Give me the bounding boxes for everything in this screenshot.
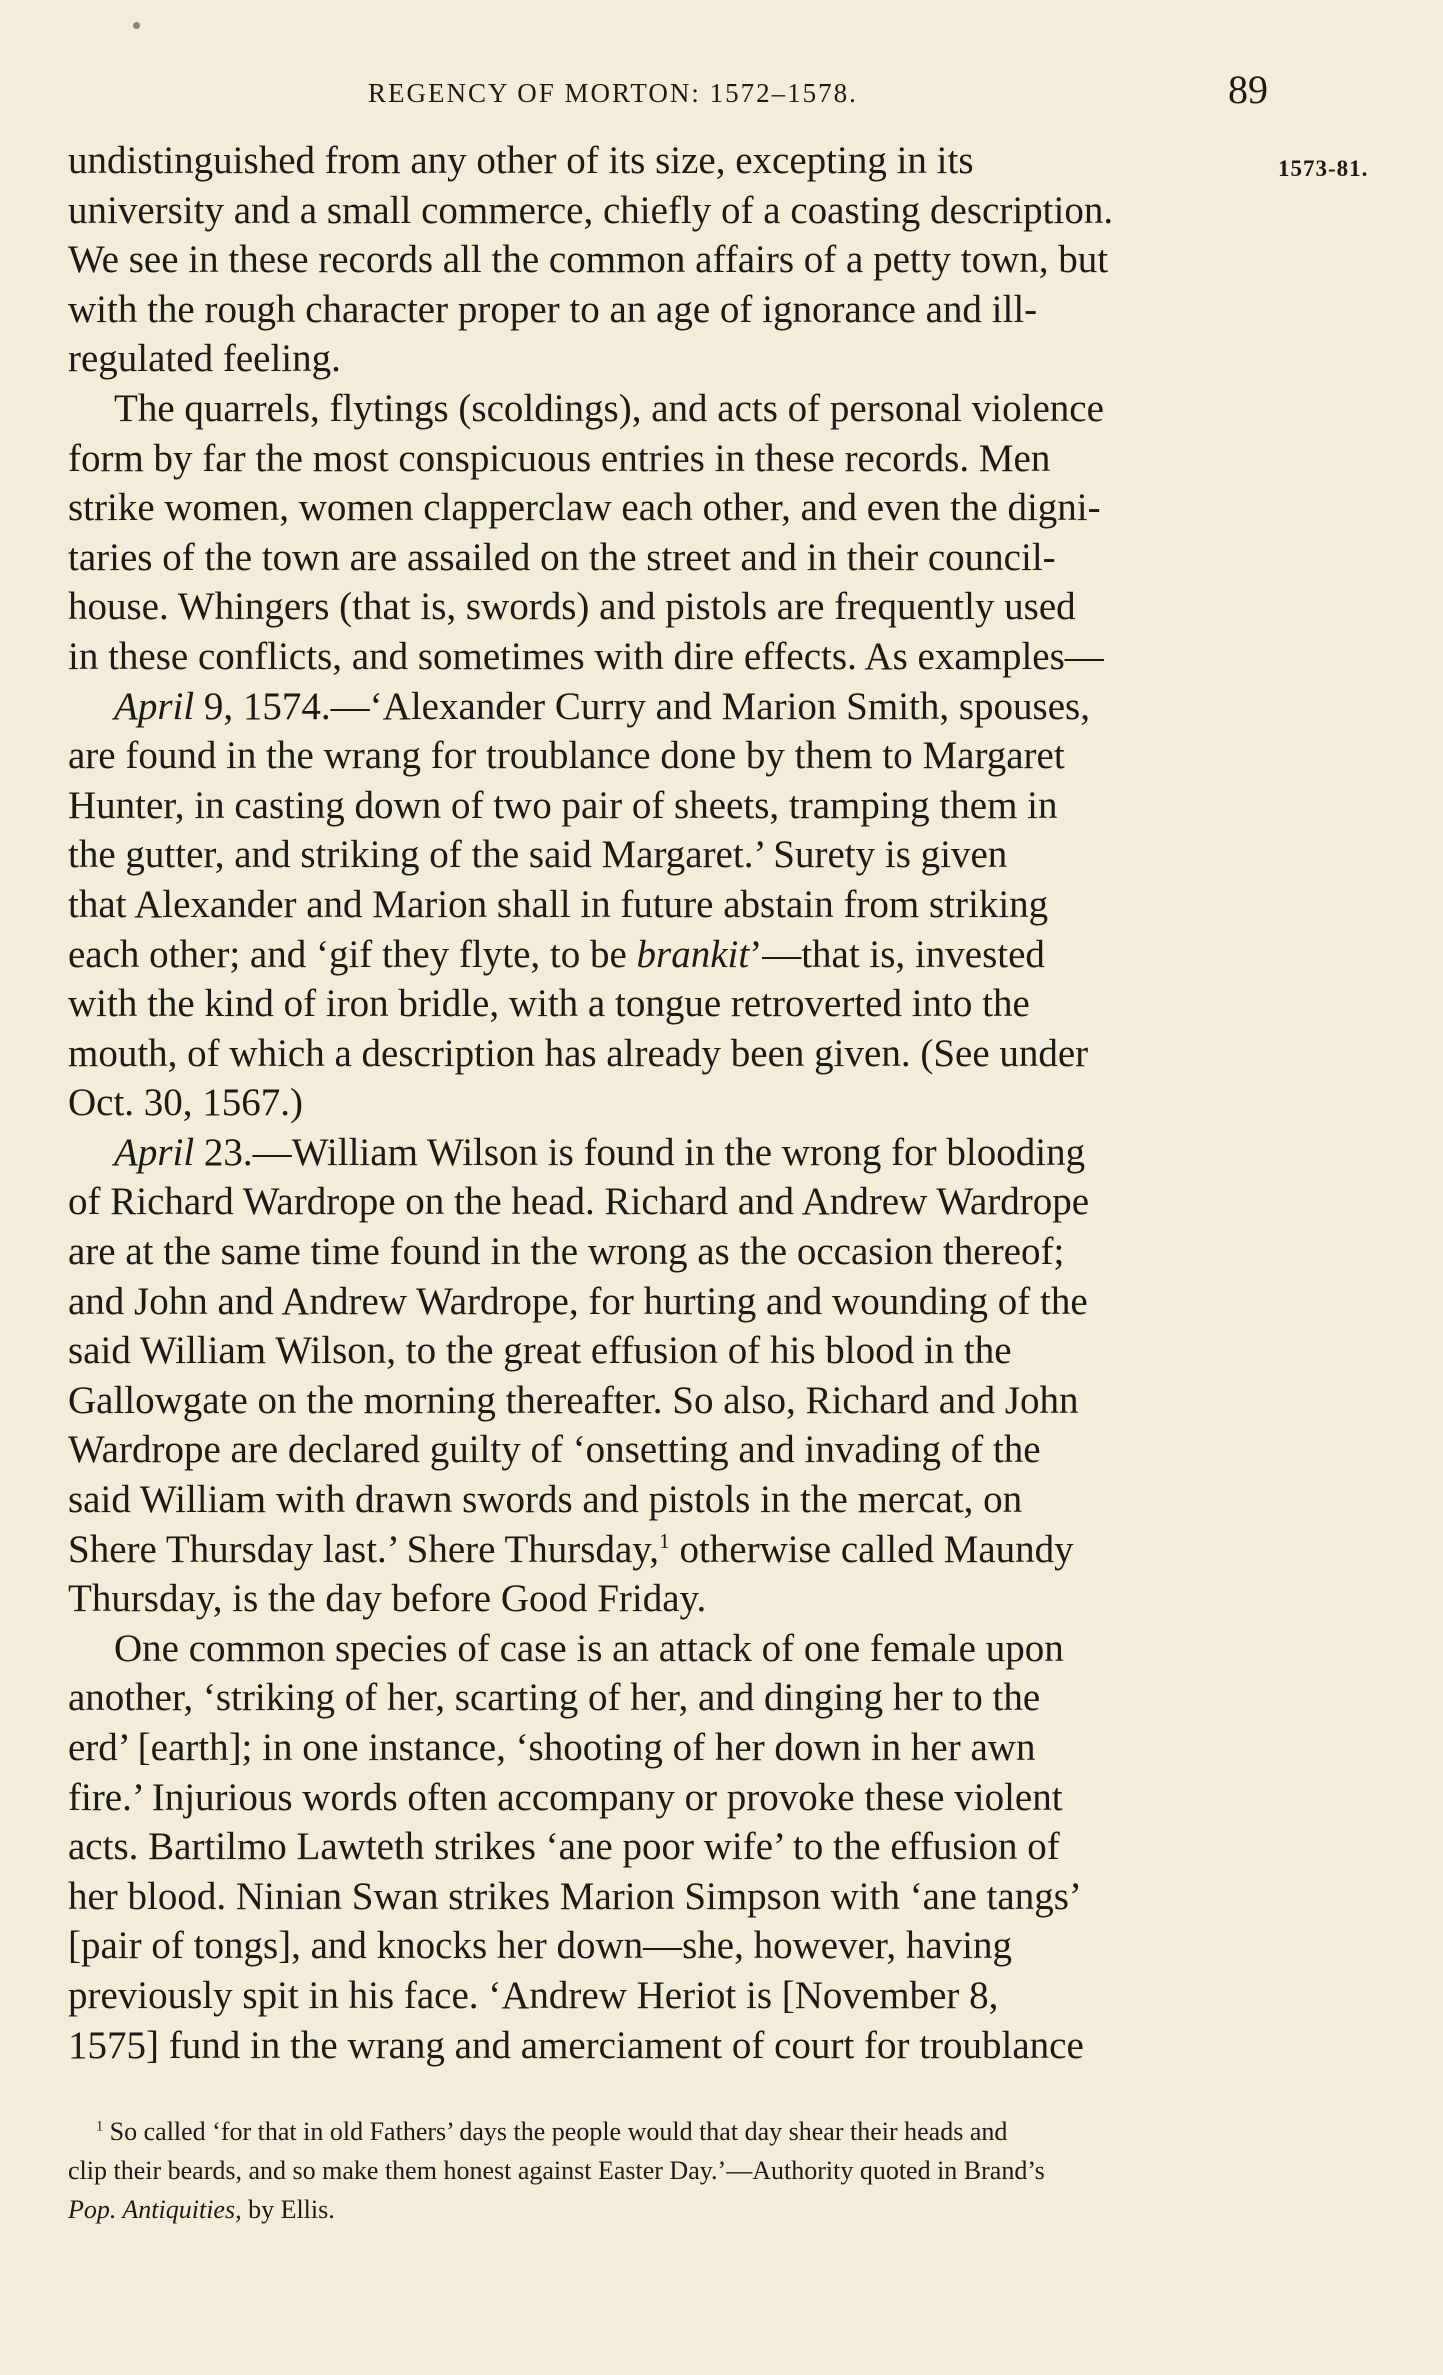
print-speck	[133, 22, 140, 29]
text-line: in these conflicts, and sometimes with dire effects. As examples—	[68, 634, 1104, 678]
text-line: taries of the town are assailed on the street and in their council-	[68, 535, 1056, 579]
footnote	[68, 2112, 1268, 2229]
text-line: her blood. Ninian Swan strikes Marion Simpson with ‘ane tangs’	[68, 1874, 1082, 1918]
text-line: previously spit in his face. ‘Andrew Heriot is [November 8,	[68, 1973, 999, 2017]
text-line: [pair of tongs], and knocks her down—she, however, having	[68, 1924, 1012, 1968]
italic-date: April	[114, 684, 195, 728]
text-line: undistinguished from any other of its size, excepting in its	[68, 139, 974, 182]
body-text	[68, 136, 1268, 2070]
text-line: We see in these records all the common affairs of a petty town, but	[68, 238, 1109, 282]
paragraph-start-line: The quarrels, flytings (scoldings), and acts of personal violence	[114, 386, 1104, 430]
text-line: erd’ [earth]; in one instance, ‘shooting of her down in her awn	[68, 1726, 1036, 1769]
text-line: said William with drawn swords and pistols in the mercat, on	[68, 1478, 1023, 1522]
footnote-line: $^1$ So called ‘for that in old Fathers’ days the people would that day shear their heads and	[96, 2117, 1008, 2146]
paragraph-start-line: One common species of case is an attack of one female upon	[114, 1626, 1064, 1670]
text-line: of Richard Wardrope on the head. Richard and Andrew Wardrope	[68, 1180, 1090, 1224]
footnote-line: clip their beards, and so make them honest against Easter Day.’—Authority quoted in Brand’s	[68, 2156, 1045, 2185]
running-head-title: REGENCY OF MORTON: 1572–1578.	[368, 78, 858, 108]
text-line: fire.’ Injurious words often accompany or provoke these violent	[68, 1775, 1063, 1819]
footnote-reference: 1	[659, 1528, 670, 1553]
text-line: that Alexander and Marion shall in future abstain from striking	[68, 882, 1049, 926]
text-line: with the rough character proper to an age of ignorance and ill-	[68, 287, 1038, 331]
text-line: Gallowgate on the morning thereafter. So also, Richard and John	[68, 1378, 1079, 1422]
italic-date: April	[114, 1130, 195, 1174]
text-line: Oct. 30, 1567.)	[68, 1081, 304, 1125]
footnote-marker: 1	[96, 2118, 104, 2135]
text-line: with the kind of iron bridle, with a tongue retroverted into the	[68, 982, 1030, 1026]
page-number: 89	[1228, 67, 1268, 112]
text-line: are at the same time found in the wrong as the occasion thereof;	[68, 1230, 1065, 1274]
text-line: house. Whingers (that is, swords) and pistols are frequently used	[68, 585, 1076, 629]
text-line: each other; and ‘gif they flyte, to be brankit’—that is, invested	[68, 932, 1045, 976]
text-line: Thursday, is the day before Good Friday.	[68, 1577, 707, 1621]
italic-title: Pop. Antiquities,	[68, 2195, 242, 2224]
text-line: university and a small commerce, chiefly of a coasting description.	[68, 188, 1114, 232]
text-line: form by far the most conspicuous entries in these records. Men	[68, 436, 1051, 480]
text-line: are found in the wrang for troublance done by them to Margaret	[68, 734, 1065, 778]
footnote-line: Pop. Antiquities, by Ellis.	[68, 2195, 335, 2224]
margin-date-note: 1573-81.	[1278, 156, 1369, 181]
text-line: regulated feeling.	[68, 337, 341, 381]
text-line: Hunter, in casting down of two pair of sheets, tramping them in	[68, 783, 1058, 827]
text-line: Shere Thursday last.’ Shere Thursday,$^1$ otherwise called Maundy	[68, 1527, 1074, 1571]
text-line: Wardrope are declared guilty of ‘onsetting and invading of the	[68, 1428, 1041, 1472]
paragraph-start-line: April 9, 1574.—‘Alexander Curry and Marion Smith, spouses,	[114, 684, 1090, 728]
text-line: the gutter, and striking of the said Margaret.’ Surety is given	[68, 833, 1008, 877]
italic-word: brankit	[636, 932, 750, 976]
running-head	[68, 62, 1268, 122]
text-line: 1575] fund in the wrang and amerciament of court for troublance	[68, 2023, 1084, 2067]
text-line: said William Wilson, to the great effusion of his blood in the	[68, 1329, 1012, 1373]
text-line: acts. Bartilmo Lawteth strikes ‘ane poor wife’ to the effusion of	[68, 1825, 1060, 1869]
text-line: strike women, women clapperclaw each other, and even the digni-	[68, 486, 1101, 530]
paragraph-start-line: April 23.—William Wilson is found in the wrong for blooding	[114, 1130, 1086, 1174]
text-line: and John and Andrew Wardrope, for hurting and wounding of the	[68, 1279, 1088, 1323]
text-line: another, ‘striking of her, scarting of her, and dinging her to the	[68, 1676, 1041, 1720]
text-line: mouth, of which a description has already been given. (See under	[68, 1031, 1089, 1075]
